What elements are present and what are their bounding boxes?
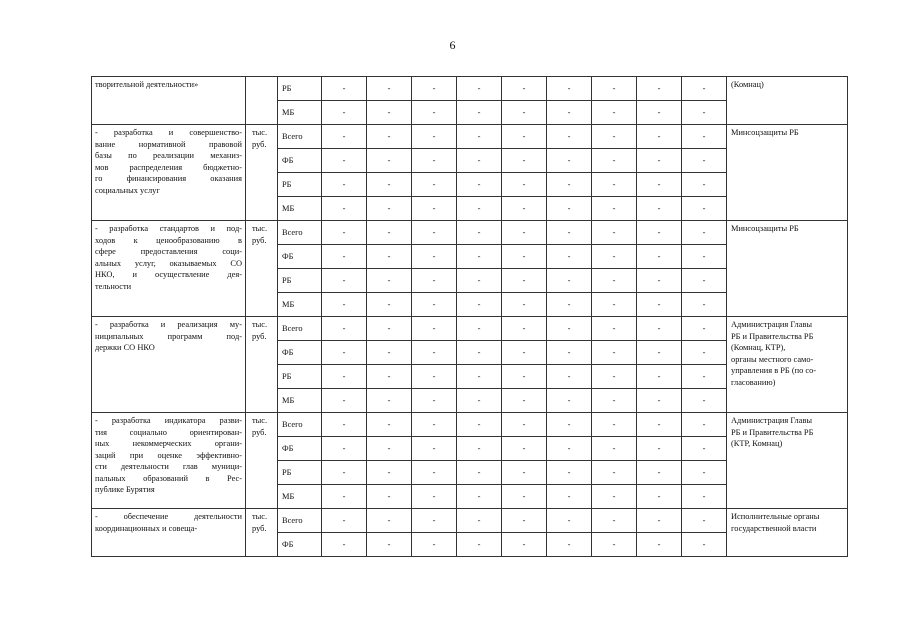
description-line: публике Бурятия <box>95 485 155 494</box>
executor-line: РБ и Правительства РБ <box>731 331 814 341</box>
value-cell: - <box>682 221 727 245</box>
unit-line: руб. <box>252 331 267 341</box>
executor-line: (Комнац) <box>731 80 764 89</box>
executor-line: (Комнац, КТР), <box>731 343 786 352</box>
value-cell: - <box>682 197 727 221</box>
value-cell: - <box>412 461 457 485</box>
value-cell: - <box>322 341 367 365</box>
value-cell: - <box>322 509 367 533</box>
value-cell: - <box>592 389 637 413</box>
value-cell: - <box>592 341 637 365</box>
value-cell: - <box>682 389 727 413</box>
value-cell: - <box>637 77 682 101</box>
value-cell: - <box>457 317 502 341</box>
value-cell: - <box>592 77 637 101</box>
value-cell: - <box>547 413 592 437</box>
value-cell: - <box>322 149 367 173</box>
description-line: - разработка и совершенство- <box>95 128 242 137</box>
value-cell: - <box>457 269 502 293</box>
unit-line: тыс. <box>252 128 268 137</box>
value-cell: - <box>547 293 592 317</box>
value-cell: - <box>637 317 682 341</box>
value-cell: - <box>367 317 412 341</box>
value-cell: - <box>547 317 592 341</box>
value-cell: - <box>412 437 457 461</box>
value-cell: - <box>637 269 682 293</box>
value-cell: - <box>367 509 412 533</box>
value-cell: - <box>682 365 727 389</box>
value-cell: - <box>682 317 727 341</box>
value-cell: - <box>682 461 727 485</box>
value-cell: - <box>547 173 592 197</box>
executor-line: Администрация Главы <box>731 416 813 425</box>
value-cell: - <box>322 389 367 413</box>
funding-source: МБ <box>278 197 322 221</box>
unit-line: тыс. <box>252 224 268 233</box>
funding-source: Всего <box>278 317 322 341</box>
value-cell: - <box>412 269 457 293</box>
value-cell: - <box>682 533 727 557</box>
value-cell: - <box>367 101 412 125</box>
value-cell: - <box>547 221 592 245</box>
description-line: - разработка индикатора разви- <box>95 416 242 425</box>
value-cell: - <box>502 461 547 485</box>
value-cell: - <box>682 77 727 101</box>
unit-line: руб. <box>252 427 267 437</box>
value-cell: - <box>322 365 367 389</box>
executor-line: РБ и Правительства РБ <box>731 427 814 437</box>
funding-source: Всего <box>278 125 322 149</box>
description-line: мов распределения бюджетно- <box>95 162 242 172</box>
value-cell: - <box>412 365 457 389</box>
value-cell: - <box>457 461 502 485</box>
description-line: тия социально ориентирован- <box>95 427 242 437</box>
description-line: заций при оценке эффективно- <box>95 450 242 460</box>
value-cell: - <box>367 197 412 221</box>
funding-source: ФБ <box>278 437 322 461</box>
value-cell: - <box>367 221 412 245</box>
executor-line: органы местного само- <box>731 354 814 364</box>
value-cell: - <box>637 509 682 533</box>
description-line: ходов к ценообразованию в <box>95 235 242 245</box>
description-line: ниципальных программ под- <box>95 331 242 341</box>
value-cell: - <box>682 293 727 317</box>
description-line: базы по реализации механиз- <box>95 151 242 160</box>
value-cell: - <box>322 221 367 245</box>
value-cell: - <box>547 437 592 461</box>
value-cell: - <box>412 341 457 365</box>
value-cell: - <box>547 269 592 293</box>
description-line: сфере предоставления соци- <box>95 247 242 256</box>
executor-line: Исполнительные органы <box>731 512 820 521</box>
table-row <box>92 221 848 245</box>
value-cell: - <box>637 149 682 173</box>
value-cell: - <box>547 461 592 485</box>
value-cell: - <box>592 101 637 125</box>
value-cell: - <box>367 149 412 173</box>
value-cell: - <box>322 77 367 101</box>
value-cell: - <box>367 461 412 485</box>
value-cell: - <box>457 533 502 557</box>
value-cell: - <box>592 149 637 173</box>
value-cell: - <box>682 413 727 437</box>
value-cell: - <box>412 197 457 221</box>
measure-description <box>92 413 246 509</box>
value-cell: - <box>412 101 457 125</box>
description-line: - разработка и реализация му- <box>95 320 242 329</box>
value-cell: - <box>592 413 637 437</box>
value-cell: - <box>592 221 637 245</box>
executor-line: Минсоцзащиты РБ <box>731 224 799 233</box>
unit-line: тыс. <box>252 512 268 521</box>
value-cell: - <box>637 413 682 437</box>
value-cell: - <box>412 293 457 317</box>
measure-description <box>92 77 246 125</box>
executor-line: гласованию) <box>731 377 776 387</box>
unit-cell <box>246 413 278 509</box>
value-cell: - <box>547 389 592 413</box>
value-cell: - <box>367 173 412 197</box>
value-cell: - <box>457 101 502 125</box>
value-cell: - <box>502 437 547 461</box>
value-cell: - <box>592 365 637 389</box>
value-cell: - <box>412 389 457 413</box>
value-cell: - <box>457 365 502 389</box>
value-cell: - <box>412 245 457 269</box>
value-cell: - <box>322 197 367 221</box>
measure-description <box>92 509 246 557</box>
value-cell: - <box>502 389 547 413</box>
value-cell: - <box>592 509 637 533</box>
value-cell: - <box>637 389 682 413</box>
value-cell: - <box>412 221 457 245</box>
value-cell: - <box>637 101 682 125</box>
value-cell: - <box>682 125 727 149</box>
value-cell: - <box>322 485 367 509</box>
value-cell: - <box>322 101 367 125</box>
unit-cell <box>246 317 278 413</box>
funding-source: ФБ <box>278 245 322 269</box>
value-cell: - <box>637 197 682 221</box>
value-cell: - <box>547 533 592 557</box>
value-cell: - <box>322 533 367 557</box>
value-cell: - <box>502 197 547 221</box>
value-cell: - <box>502 101 547 125</box>
value-cell: - <box>547 245 592 269</box>
value-cell: - <box>412 173 457 197</box>
value-cell: - <box>322 125 367 149</box>
value-cell: - <box>682 437 727 461</box>
value-cell: - <box>682 269 727 293</box>
value-cell: - <box>502 245 547 269</box>
description-line: НКО, и осуществление дея- <box>95 270 242 279</box>
value-cell: - <box>367 485 412 509</box>
value-cell: - <box>367 293 412 317</box>
description-line: го финансирования оказания <box>95 174 242 183</box>
value-cell: - <box>592 197 637 221</box>
unit-cell <box>246 221 278 317</box>
value-cell: - <box>682 485 727 509</box>
value-cell: - <box>547 101 592 125</box>
value-cell: - <box>637 125 682 149</box>
value-cell: - <box>682 149 727 173</box>
table-row <box>92 509 848 533</box>
value-cell: - <box>502 125 547 149</box>
value-cell: - <box>367 437 412 461</box>
description-line: координационных и совеща- <box>95 523 198 533</box>
value-cell: - <box>592 173 637 197</box>
executor-line: (КТР, Комнац) <box>731 439 783 448</box>
value-cell: - <box>502 509 547 533</box>
funding-source: Всего <box>278 221 322 245</box>
funding-source: РБ <box>278 461 322 485</box>
value-cell: - <box>637 461 682 485</box>
value-cell: - <box>322 413 367 437</box>
value-cell: - <box>367 389 412 413</box>
unit-cell <box>246 125 278 221</box>
value-cell: - <box>367 365 412 389</box>
value-cell: - <box>457 485 502 509</box>
value-cell: - <box>457 509 502 533</box>
value-cell: - <box>637 437 682 461</box>
funding-source: Всего <box>278 413 322 437</box>
value-cell: - <box>322 269 367 293</box>
value-cell: - <box>502 293 547 317</box>
value-cell: - <box>457 413 502 437</box>
value-cell: - <box>592 437 637 461</box>
table-row <box>92 77 848 101</box>
value-cell: - <box>502 533 547 557</box>
value-cell: - <box>367 269 412 293</box>
value-cell: - <box>502 341 547 365</box>
value-cell: - <box>637 365 682 389</box>
value-cell: - <box>592 245 637 269</box>
funding-source: МБ <box>278 389 322 413</box>
funding-source: МБ <box>278 101 322 125</box>
description-line: пальных образований в Рес- <box>95 473 242 483</box>
table-row <box>92 125 848 149</box>
value-cell: - <box>457 125 502 149</box>
table-row <box>92 317 848 341</box>
value-cell: - <box>412 533 457 557</box>
value-cell: - <box>547 77 592 101</box>
value-cell: - <box>547 509 592 533</box>
value-cell: - <box>502 485 547 509</box>
value-cell: - <box>457 221 502 245</box>
value-cell: - <box>547 365 592 389</box>
executor-cell <box>727 509 848 557</box>
budget-table <box>91 76 848 557</box>
value-cell: - <box>592 485 637 509</box>
value-cell: - <box>412 77 457 101</box>
value-cell: - <box>412 509 457 533</box>
value-cell: - <box>592 533 637 557</box>
value-cell: - <box>547 197 592 221</box>
value-cell: - <box>322 245 367 269</box>
executor-cell <box>727 125 848 221</box>
unit-cell <box>246 77 278 125</box>
value-cell: - <box>502 317 547 341</box>
value-cell: - <box>457 293 502 317</box>
funding-source: Всего <box>278 509 322 533</box>
table-row <box>92 413 848 437</box>
page-number: 6 <box>449 38 456 52</box>
value-cell: - <box>457 149 502 173</box>
measure-description <box>92 221 246 317</box>
value-cell: - <box>502 149 547 173</box>
value-cell: - <box>547 149 592 173</box>
description-line: альных услуг, оказываемых СО <box>95 258 242 268</box>
unit-line: руб. <box>252 235 267 245</box>
value-cell: - <box>457 173 502 197</box>
value-cell: - <box>682 101 727 125</box>
value-cell: - <box>502 77 547 101</box>
value-cell: - <box>637 533 682 557</box>
value-cell: - <box>502 413 547 437</box>
unit-line: руб. <box>252 523 267 533</box>
value-cell: - <box>367 533 412 557</box>
unit-line: руб. <box>252 139 267 149</box>
value-cell: - <box>412 485 457 509</box>
value-cell: - <box>502 269 547 293</box>
value-cell: - <box>322 437 367 461</box>
funding-source: МБ <box>278 485 322 509</box>
executor-cell <box>727 221 848 317</box>
value-cell: - <box>592 293 637 317</box>
value-cell: - <box>637 221 682 245</box>
value-cell: - <box>637 245 682 269</box>
value-cell: - <box>457 437 502 461</box>
value-cell: - <box>502 365 547 389</box>
value-cell: - <box>682 509 727 533</box>
funding-source: РБ <box>278 269 322 293</box>
funding-source: ФБ <box>278 149 322 173</box>
description-line: - обеспечение деятельности <box>95 512 242 521</box>
value-cell: - <box>547 125 592 149</box>
value-cell: - <box>502 221 547 245</box>
executor-line: Минсоцзащиты РБ <box>731 128 799 137</box>
value-cell: - <box>457 77 502 101</box>
measure-description <box>92 317 246 413</box>
value-cell: - <box>412 413 457 437</box>
value-cell: - <box>457 245 502 269</box>
value-cell: - <box>682 245 727 269</box>
value-cell: - <box>322 461 367 485</box>
value-cell: - <box>592 317 637 341</box>
funding-source: РБ <box>278 173 322 197</box>
measure-description <box>92 125 246 221</box>
value-cell: - <box>547 341 592 365</box>
value-cell: - <box>637 341 682 365</box>
executor-cell <box>727 413 848 509</box>
description-line: ных некоммерческих органи- <box>95 439 242 448</box>
value-cell: - <box>457 341 502 365</box>
value-cell: - <box>592 461 637 485</box>
value-cell: - <box>322 173 367 197</box>
value-cell: - <box>412 125 457 149</box>
funding-source: ФБ <box>278 341 322 365</box>
value-cell: - <box>322 317 367 341</box>
funding-source: РБ <box>278 77 322 101</box>
executor-line: государственной власти <box>731 523 817 533</box>
value-cell: - <box>367 125 412 149</box>
value-cell: - <box>367 341 412 365</box>
value-cell: - <box>367 245 412 269</box>
value-cell: - <box>592 269 637 293</box>
value-cell: - <box>637 293 682 317</box>
value-cell: - <box>682 341 727 365</box>
value-cell: - <box>592 125 637 149</box>
value-cell: - <box>637 485 682 509</box>
unit-line: тыс. <box>252 416 268 425</box>
unit-line: тыс. <box>252 320 268 329</box>
description-line: - разработка стандартов и под- <box>95 224 242 233</box>
value-cell: - <box>412 149 457 173</box>
value-cell: - <box>322 293 367 317</box>
funding-source: ФБ <box>278 533 322 557</box>
value-cell: - <box>547 485 592 509</box>
value-cell: - <box>637 173 682 197</box>
unit-cell <box>246 509 278 557</box>
value-cell: - <box>502 173 547 197</box>
description-line: творительной деятельности» <box>95 80 199 89</box>
value-cell: - <box>682 173 727 197</box>
executor-line: управления в РБ (по со- <box>731 366 817 375</box>
executor-cell <box>727 317 848 413</box>
value-cell: - <box>457 389 502 413</box>
description-line: вание нормативной правовой <box>95 139 242 149</box>
executor-cell <box>727 77 848 125</box>
value-cell: - <box>367 77 412 101</box>
description-line: тельности <box>95 281 132 291</box>
description-line: сти деятельности глав муници- <box>95 462 242 471</box>
description-line: социальных услуг <box>95 185 160 195</box>
value-cell: - <box>457 197 502 221</box>
value-cell: - <box>367 413 412 437</box>
funding-source: МБ <box>278 293 322 317</box>
executor-line: Администрация Главы <box>731 320 813 329</box>
description-line: держки СО НКО <box>95 343 155 352</box>
value-cell: - <box>412 317 457 341</box>
funding-source: РБ <box>278 365 322 389</box>
